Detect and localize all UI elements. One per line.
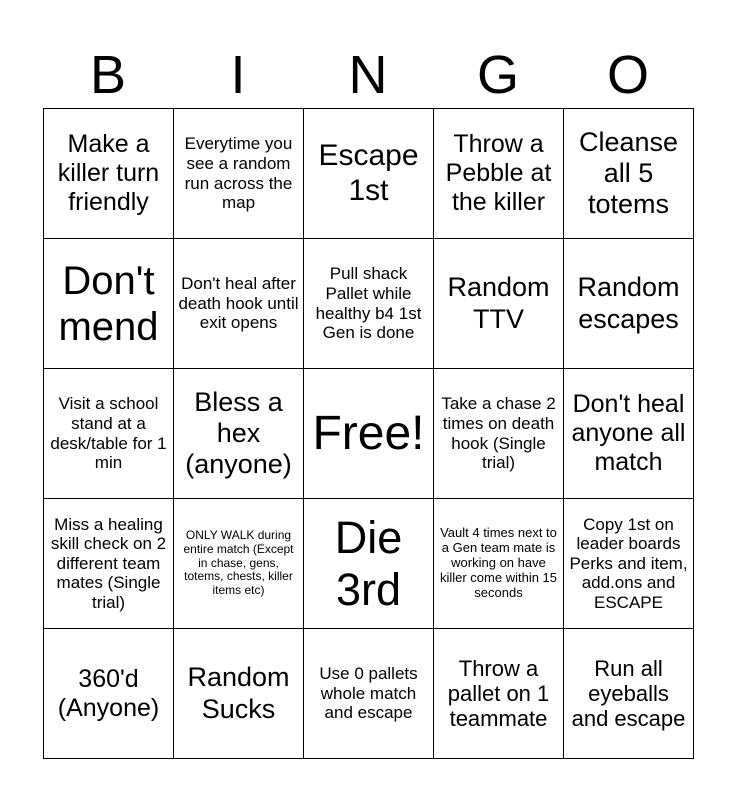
bingo-cell[interactable]: Random Sucks <box>174 629 304 759</box>
bingo-cell[interactable]: Don't mend <box>44 239 174 369</box>
bingo-cell[interactable]: Escape 1st <box>304 109 434 239</box>
bingo-row <box>44 239 694 369</box>
bingo-cell[interactable]: Random TTV <box>434 239 564 369</box>
bingo-header <box>43 42 693 108</box>
bingo-cell-free[interactable]: Free! <box>304 369 434 499</box>
header-letter-n: N <box>348 45 388 105</box>
bingo-cell[interactable]: Pull shack Pallet while healthy b4 1st Gen is done <box>304 239 434 369</box>
bingo-cell[interactable]: Throw a pallet on 1 teammate <box>434 629 564 759</box>
header-letter-o: O <box>606 45 649 105</box>
header-letter-b: B <box>89 45 127 105</box>
bingo-cell[interactable]: Miss a healing skill check on 2 different team mates (Single trial) <box>44 499 174 629</box>
bingo-cell[interactable]: 360'd (Anyone) <box>44 629 174 759</box>
bingo-cell[interactable]: Throw a Pebble at the killer <box>434 109 564 239</box>
bingo-row <box>44 499 694 629</box>
bingo-row <box>44 629 694 759</box>
bingo-cell[interactable]: Vault 4 times next to a Gen team mate is working on have killer come within 15 seconds <box>434 499 564 629</box>
bingo-cell[interactable]: Don't heal anyone all match <box>564 369 694 499</box>
bingo-cell[interactable]: Cleanse all 5 totems <box>564 109 694 239</box>
bingo-cell[interactable]: Copy 1st on leader boards Perks and item, add.ons and ESCAPE <box>564 499 694 629</box>
bingo-cell[interactable]: Bless a hex (anyone) <box>174 369 304 499</box>
header-letter-i: I <box>230 45 246 105</box>
bingo-cell[interactable]: ONLY WALK during entire match (Except in chase, gens, totems, chests, killer items etc) <box>174 499 304 629</box>
bingo-cell[interactable]: Use 0 pallets whole match and escape <box>304 629 434 759</box>
bingo-cell[interactable]: Run all eyeballs and escape <box>564 629 694 759</box>
bingo-cell[interactable]: Make a killer turn friendly <box>44 109 174 239</box>
bingo-cell[interactable]: Take a chase 2 times on death hook (Single trial) <box>434 369 564 499</box>
bingo-cell[interactable]: Everytime you see a random run across the map <box>174 109 304 239</box>
bingo-cell[interactable]: Die 3rd <box>304 499 434 629</box>
bingo-card <box>43 108 694 759</box>
bingo-cell[interactable]: Random escapes <box>564 239 694 369</box>
bingo-row <box>44 109 694 239</box>
bingo-cell[interactable]: Visit a school stand at a desk/table for 1 min <box>44 369 174 499</box>
header-letter-g: G <box>476 45 519 105</box>
bingo-row <box>44 369 694 499</box>
bingo-cell[interactable]: Don't heal after death hook until exit opens <box>174 239 304 369</box>
